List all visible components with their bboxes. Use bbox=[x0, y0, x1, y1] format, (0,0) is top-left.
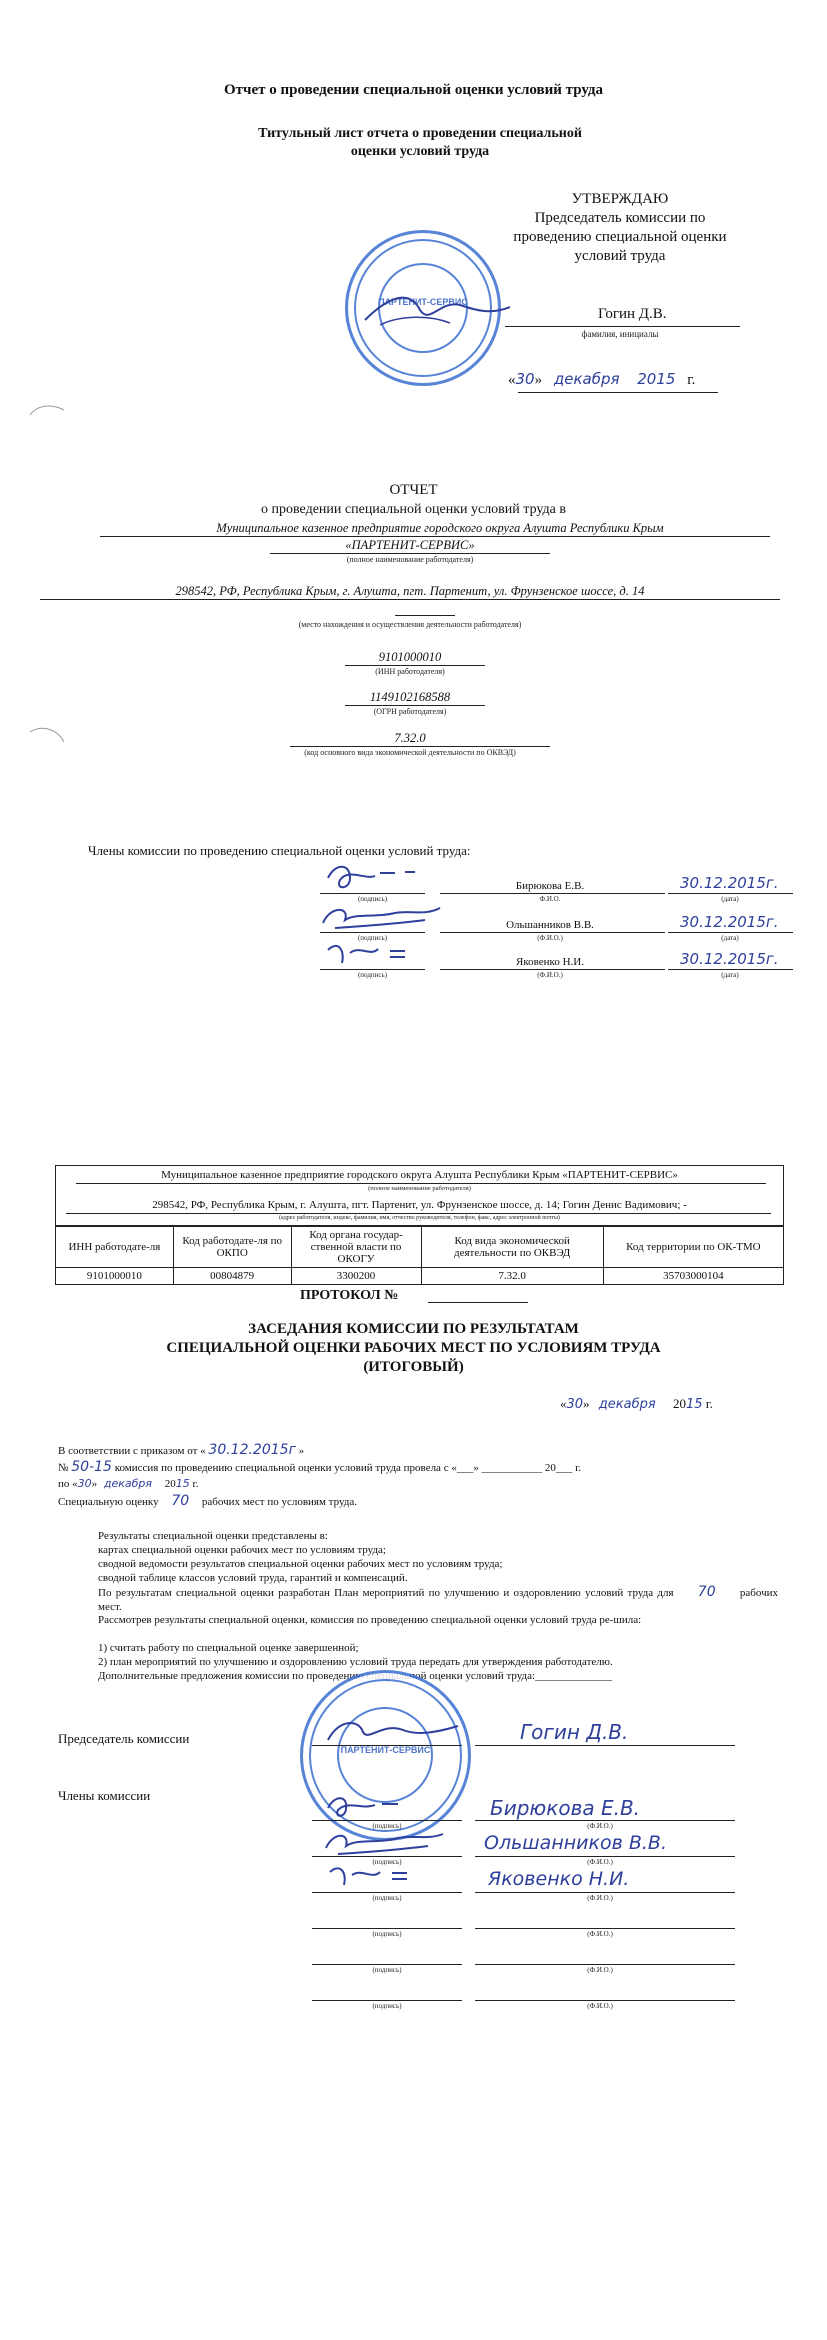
member-fio-caption-2: (Ф.И.О.) bbox=[537, 934, 563, 942]
member-date-caption-2: (дата) bbox=[721, 934, 739, 942]
table-cell: 35703000104 bbox=[603, 1268, 783, 1285]
order-rest: комиссия по проведению специальной оценки условий труда провела с «___» ___________ 20___ г. bbox=[114, 1462, 582, 1474]
protocol-member-signature-3 bbox=[322, 1860, 432, 1895]
period-line bbox=[58, 1477, 199, 1491]
count-value: 70 bbox=[171, 1493, 190, 1509]
protocol-date bbox=[560, 1396, 713, 1412]
protocol-date-open: « bbox=[560, 1396, 567, 1411]
protocol-sign-caption-5: (подпись) bbox=[372, 1966, 402, 1974]
protocol-fio-caption-5: (Ф.И.О.) bbox=[587, 1966, 613, 1974]
members-heading: Члены комиссии по проведению специальной оценки условий труда: bbox=[88, 843, 471, 858]
employer-name-line1: Муниципальное казенное предприятие городского округа Алушта Республики Крым bbox=[216, 521, 664, 535]
member-signature-1 bbox=[320, 858, 430, 898]
stamp-label: ПАРТЕНИТ-СЕРВИС bbox=[340, 1745, 431, 1755]
table-row bbox=[56, 1268, 784, 1285]
inn-value: 9101000010 bbox=[378, 650, 442, 664]
results-list bbox=[98, 1543, 778, 1585]
order-no-prefix: № bbox=[58, 1462, 69, 1474]
approve-role-2: проведению специальной оценки bbox=[513, 229, 727, 245]
plan-count: 70 bbox=[697, 1584, 716, 1600]
approval-date-suffix: г. bbox=[687, 372, 696, 388]
period-mid: » bbox=[91, 1478, 98, 1490]
member-date-3: 30.12.2015г. bbox=[680, 950, 779, 968]
protocol-chair-name: Гогин Д.В. bbox=[520, 1720, 629, 1744]
ogrn-caption: (ОГРН работодателя) bbox=[373, 707, 447, 716]
okved-value: 7.32.0 bbox=[394, 731, 426, 745]
table-header-row bbox=[56, 1226, 784, 1268]
period-prefix: по « bbox=[58, 1478, 78, 1490]
protocol-fio-caption-3: (Ф.И.О.) bbox=[587, 1894, 613, 1902]
protocol-date-year-prefix: 20 bbox=[672, 1396, 686, 1411]
protocol-sign-caption-2: (подпись) bbox=[372, 1858, 402, 1866]
count-suffix: рабочих мест по условиям труда. bbox=[201, 1496, 358, 1508]
table-header-cell: Код вида экономической деятельности по ОКВЭД bbox=[421, 1226, 603, 1268]
date-quote-open: « bbox=[508, 372, 516, 388]
protocol-fio-caption-4: (Ф.И.О.) bbox=[587, 1930, 613, 1938]
protocol-org-box bbox=[55, 1165, 784, 1227]
stamp-label: ПАРТЕНИТ-СЕРВИС bbox=[378, 297, 468, 307]
member-date-2: 30.12.2015г. bbox=[680, 913, 779, 931]
employer-codes-table bbox=[55, 1225, 784, 1285]
employer-name-caption: (полное наименование работодателя) bbox=[346, 555, 474, 564]
member-sign-caption-3: (подпись) bbox=[357, 971, 388, 979]
report-subtitle: о проведении специальной оценки условий труда в bbox=[261, 502, 566, 517]
protocol-chair-signature bbox=[318, 1712, 468, 1752]
period-month: декабря bbox=[103, 1477, 153, 1490]
protocol-org-caption: (полное наименование работодателя) bbox=[368, 1185, 471, 1192]
title-sheet-line2: оценки условий труда bbox=[350, 144, 490, 159]
protocol-date-year: 15 bbox=[685, 1397, 703, 1412]
table-header-cell: Код работодате-ля по ОКПО bbox=[173, 1226, 291, 1268]
ogrn-value: 1149102168588 bbox=[369, 690, 451, 704]
report-title: ОТЧЕТ bbox=[389, 482, 438, 498]
protocol-number-label: ПРОТОКОЛ № bbox=[300, 1288, 399, 1303]
count-prefix: Специальную оценку bbox=[58, 1496, 159, 1508]
order-text: В соответствии с приказом от « bbox=[58, 1445, 206, 1457]
member-date-caption-1: (дата) bbox=[721, 895, 739, 903]
okved-caption: (код основного вида экономической деятельности по ОКВЭД) bbox=[304, 748, 516, 757]
employer-address: 298542, РФ, Республика Крым, г. Алушта, пгт. Партенит, ул. Фрунзенское шоссе, д. 14 bbox=[175, 584, 645, 598]
count-line bbox=[58, 1494, 357, 1509]
protocol-sign-caption-3: (подпись) bbox=[372, 1894, 402, 1902]
member-name-2: Ольшанников В.В. bbox=[506, 919, 594, 931]
protocol-fio-caption-2: (Ф.И.О.) bbox=[587, 1858, 613, 1866]
period-suffix: г. bbox=[192, 1478, 199, 1490]
protocol-date-suffix: г. bbox=[705, 1396, 713, 1411]
protocol-fio-caption-6: (Ф.И.О.) bbox=[587, 2002, 613, 2010]
results-item-1: картах специальной оценки рабочих мест по условиям труда; bbox=[98, 1544, 386, 1556]
approve-block bbox=[500, 190, 740, 266]
chairman-name-caption: фамилия, инициалы bbox=[581, 329, 659, 339]
table-header-cell: Код органа государ-ственной власти по ОКОГУ bbox=[291, 1226, 421, 1268]
scan-mark-icon bbox=[28, 722, 68, 752]
title-sheet-line1: Титульный лист отчета о проведении специальной bbox=[258, 126, 582, 141]
protocol-title-3: (ИТОГОВЫЙ) bbox=[363, 1359, 464, 1375]
protocol-title-2: СПЕЦИАЛЬНОЙ ОЦЕНКИ РАБОЧИХ МЕСТ ПО УСЛОВИЯМ ТРУДА bbox=[166, 1340, 661, 1356]
protocol-address: 298542, РФ, Республика Крым, г. Алушта, пгт. Партенит, ул. Фрунзенское шоссе, д. 14; Гогин Денис Вадимович; - bbox=[152, 1199, 687, 1211]
order-number: 50-15 bbox=[71, 1459, 112, 1475]
table-header-cell: Код территории по ОК-ТМО bbox=[603, 1226, 783, 1268]
member-fio-caption-1: Ф.И.О. bbox=[539, 895, 561, 903]
protocol-member-name-1: Бирюкова Е.В. bbox=[490, 1796, 641, 1820]
order-line bbox=[58, 1443, 304, 1458]
protocol-address-caption: (адрес работодателя, индекс, фамилия, имя, отчество руководителя, телефон, факс, адрес электронной почты) bbox=[279, 1215, 560, 1221]
approval-month: декабря bbox=[553, 370, 620, 388]
chair-label: Председатель комиссии bbox=[58, 1731, 190, 1746]
order-date: 30.12.2015г bbox=[208, 1442, 296, 1458]
member-date-1: 30.12.2015г. bbox=[680, 874, 779, 892]
approval-date bbox=[508, 370, 695, 389]
approval-year: 2015 bbox=[637, 370, 676, 388]
approve-role-1: Председатель комиссии по bbox=[534, 210, 706, 226]
table-cell: 7.32.0 bbox=[421, 1268, 603, 1285]
decision-item-2: 2) план мероприятий по улучшению и оздоровлению условий труда передать для утверждения работодателю. bbox=[98, 1656, 613, 1668]
decision-paragraph: Рассмотрев результаты специальной оценки, комиссия по проведению специальной оценки условий труда ре-шила: bbox=[98, 1614, 642, 1626]
approval-day: 30 bbox=[515, 370, 535, 388]
chairman-name: Гогин Д.В. bbox=[598, 306, 667, 322]
order-number-line bbox=[58, 1460, 581, 1475]
results-item-2: сводной ведомости результатов специальной оценки рабочих мест по условиям труда; bbox=[98, 1558, 503, 1570]
protocol-date-day: 30 bbox=[566, 1397, 584, 1412]
employer-address-caption: (место нахождения и осуществления деятельности работодателя) bbox=[298, 620, 522, 629]
order-close: » bbox=[298, 1445, 305, 1457]
table-cell: 9101000010 bbox=[56, 1268, 174, 1285]
results-item-3: сводной таблице классов условий труда, гарантий и компенсаций. bbox=[98, 1572, 408, 1584]
member-sign-caption-1: (подпись) bbox=[357, 895, 388, 903]
protocol-date-month: декабря bbox=[598, 1397, 656, 1412]
members-label: Члены комиссии bbox=[58, 1788, 151, 1803]
protocol-date-close: » bbox=[583, 1396, 590, 1411]
plan-suffix: рабочих мест. bbox=[98, 1587, 779, 1613]
date-quote-close: » bbox=[534, 372, 543, 388]
plan-text: По результатам специальной оценки разработан План мероприятий по улучшению и оздоровлению условий труда для bbox=[98, 1587, 674, 1599]
protocol-member-name-3: Яковенко Н.И. bbox=[488, 1868, 630, 1890]
member-name-1: Бирюкова Е.В. bbox=[515, 880, 585, 892]
protocol-member-name-2: Ольшанников В.В. bbox=[484, 1832, 668, 1854]
table-cell: 3300200 bbox=[291, 1268, 421, 1285]
protocol-sign-caption-4: (подпись) bbox=[372, 1930, 402, 1938]
employer-name-line2: «ПАРТЕНИТ-СЕРВИС» bbox=[345, 538, 475, 552]
extra-proposals: Дополнительные предложения комиссии по проведению специальной оценки условий труда:______________ bbox=[98, 1670, 613, 1682]
scan-mark-icon bbox=[28, 400, 68, 420]
protocol-sign-caption-6: (подпись) bbox=[372, 2002, 402, 2010]
approve-label: УТВЕРЖДАЮ bbox=[571, 191, 669, 207]
results-intro: Результаты специальной оценки представлены в: bbox=[98, 1530, 328, 1542]
page-heading: Отчет о проведении специальной оценки условий труда bbox=[223, 82, 604, 98]
protocol-title-1: ЗАСЕДАНИЯ КОМИССИИ ПО РЕЗУЛЬТАТАМ bbox=[248, 1321, 579, 1337]
chairman-signature bbox=[360, 285, 520, 335]
member-fio-caption-3: (Ф.И.О.) bbox=[537, 971, 563, 979]
member-date-caption-3: (дата) bbox=[721, 971, 739, 979]
member-sign-caption-2: (подпись) bbox=[357, 934, 388, 942]
inn-caption: (ИНН работодателя) bbox=[375, 667, 445, 676]
member-name-3: Яковенко Н.И. bbox=[516, 956, 584, 968]
decision-item-1: 1) считать работу по специальной оценке завершенной; bbox=[98, 1642, 359, 1654]
plan-paragraph bbox=[98, 1585, 778, 1614]
decision-list bbox=[98, 1641, 778, 1683]
period-year-prefix: 20 bbox=[164, 1478, 176, 1490]
period-day: 30 bbox=[77, 1477, 92, 1490]
approve-role-3: условий труда bbox=[574, 248, 666, 264]
protocol-org-name: Муниципальное казенное предприятие городского округа Алушта Республики Крым «ПАРТЕНИТ-СЕРВИС» bbox=[161, 1169, 678, 1181]
protocol-sign-caption-1: (подпись) bbox=[372, 1822, 402, 1830]
period-year: 15 bbox=[175, 1477, 190, 1490]
table-header-cell: ИНН работодате-ля bbox=[56, 1226, 174, 1268]
results-block bbox=[98, 1529, 778, 1543]
protocol-fio-caption-1: (Ф.И.О.) bbox=[587, 1822, 613, 1830]
table-cell: 00804879 bbox=[173, 1268, 291, 1285]
